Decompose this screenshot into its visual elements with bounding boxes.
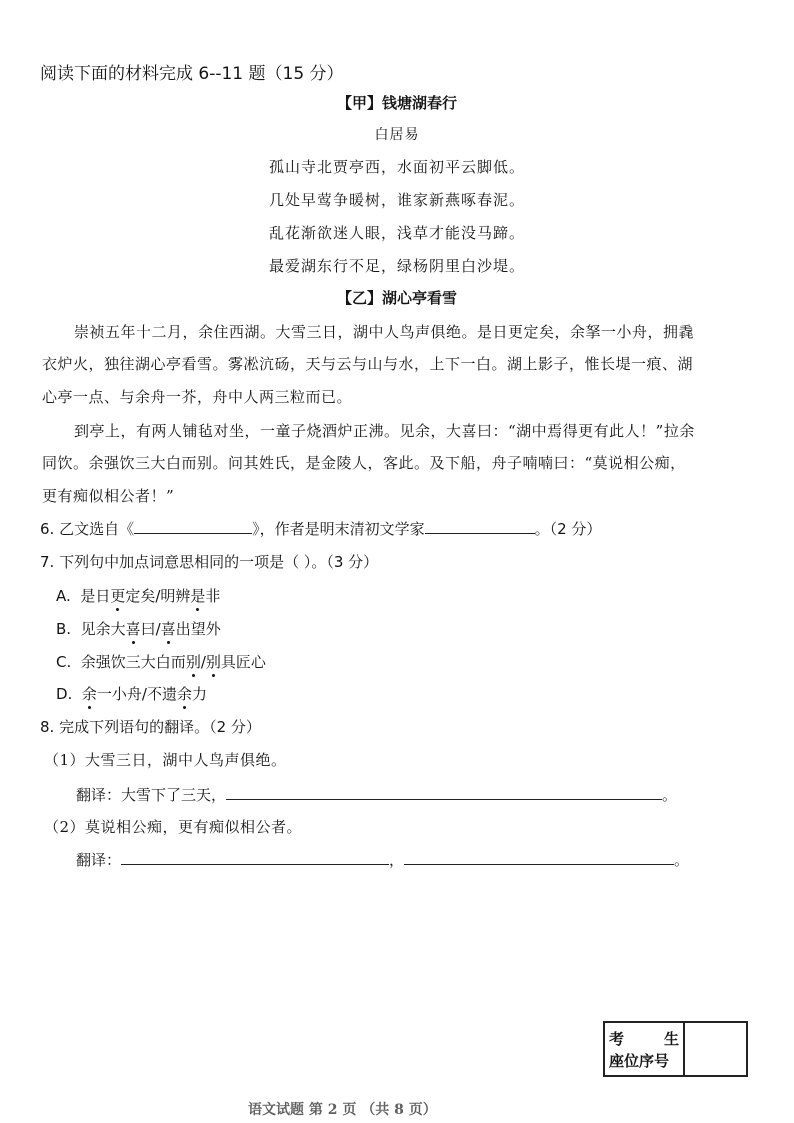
poem-line: 几处早莺争暖树，谁家新燕啄春泥。 — [268, 191, 525, 209]
dotted-word: 喜 — [125, 620, 141, 638]
dotted-word: 别 — [205, 653, 221, 671]
dotted-word: 别 — [185, 653, 201, 671]
q6-author-blank[interactable] — [425, 518, 535, 534]
q6-book-blank[interactable] — [134, 518, 252, 534]
prose-line: 崇祯五年十二月，余住西湖。大雪三日，湖中人鸟声俱绝。是日更定矣，余拏一小舟，拥毳 — [74, 323, 695, 341]
prose-line: 衣炉火，独往湖心亭看雪。雾凇沆砀，天与云与山与水，上下一白。湖上影子，惟长堤一痕、湖 — [42, 355, 694, 373]
q8-translation-1: 翻译：大雪下了三天， 。 — [76, 786, 678, 804]
q7-option-b: B. 见余大喜曰/喜出望外 — [56, 620, 221, 638]
prose-title: 【乙】湖心亭看雪 — [336, 289, 457, 307]
translation-2b-blank[interactable] — [404, 849, 674, 865]
seat-number-box — [603, 1021, 748, 1077]
poem-line: 乱花渐欲迷人眼，浅草才能没马蹄。 — [268, 224, 525, 242]
q6-text-start: 6. 乙文选自《 — [40, 520, 135, 538]
prose-line: 到亭上，有两人铺毡对坐，一童子烧酒炉正沸。见余，大喜曰：“湖中焉得更有此人！”拉余 — [74, 422, 695, 440]
page-footer: 语文试题 第 2 页 （共 8 页） — [248, 1102, 437, 1118]
q6-text-end: 。（2 分） — [534, 520, 602, 538]
seat-number-input[interactable] — [685, 1023, 746, 1075]
q7-option-c: C. 余强饮三大白而别/别具匠心 — [56, 653, 266, 671]
prose-line: 更有痴似相公者！” — [42, 487, 175, 505]
q7-option-d: D. 余一小舟/不遗余力 — [56, 685, 207, 703]
q7-option-a: A. 是日更定矣/明辨是非 — [56, 587, 221, 605]
poem-author: 白居易 — [374, 127, 420, 143]
translation-1-blank[interactable] — [226, 784, 662, 800]
dotted-word: 喜 — [160, 620, 176, 638]
translation-2a-blank[interactable] — [121, 849, 389, 865]
q8-sentence-2: （2）莫说相公痴，更有痴似相公者。 — [44, 818, 303, 836]
seat-number-label: 考 生 座位序号 — [605, 1023, 685, 1075]
question-6 — [40, 518, 601, 539]
dotted-word: 是 — [190, 587, 206, 605]
question-8-stem: 8. 完成下列语句的翻译。（2 分） — [40, 718, 261, 736]
prose-line: 同饮。余强饮三大白而别。问其姓氏，是金陵人，客此。及下船，舟子喃喃曰：“莫说相公痴， — [42, 454, 686, 472]
dotted-word: 更 — [110, 587, 126, 605]
dotted-word: 余 — [81, 685, 97, 703]
prose-line: 心亭一点、与余舟一芥，舟中人两三粒而已。 — [42, 388, 353, 406]
q8-translation-2: 翻译： ， 。 — [76, 851, 690, 869]
q8-sentence-1: （1）大雪三日，湖中人鸟声俱绝。 — [44, 751, 287, 769]
question-7-stem: 7. 下列句中加点词意思相同的一项是（ ）。（3 分） — [40, 553, 379, 571]
poem-title: 【甲】钱塘湖春行 — [336, 94, 457, 112]
dotted-word: 余 — [176, 685, 192, 703]
poem-line: 最爱湖东行不足，绿杨阴里白沙堤。 — [268, 257, 525, 275]
q6-text-mid: 》，作者是明末清初文学家 — [252, 520, 425, 538]
section-intro: 阅读下面的材料完成 6--11 题（15 分） — [40, 64, 344, 84]
poem-line: 孤山寺北贾亭西，水面初平云脚低。 — [268, 158, 525, 176]
